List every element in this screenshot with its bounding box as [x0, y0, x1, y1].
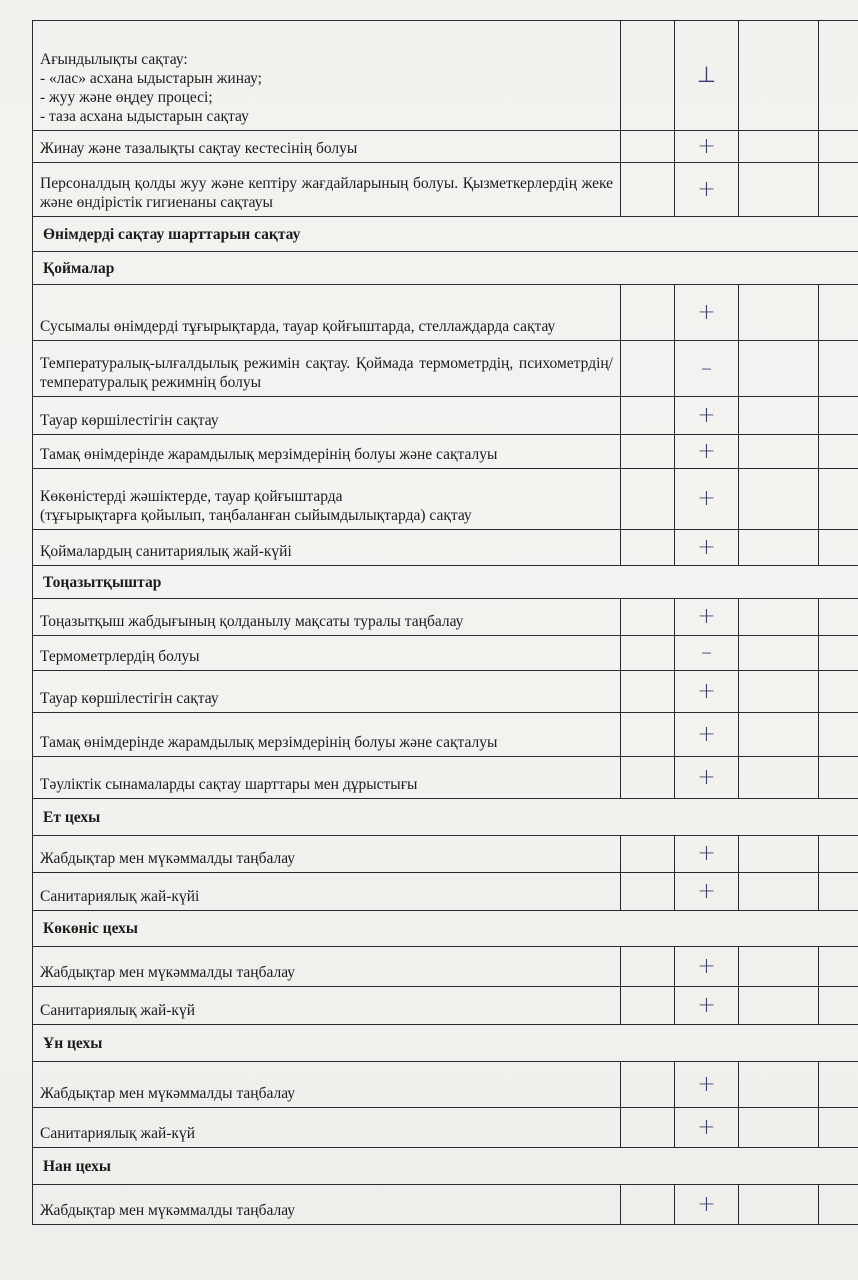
handwritten-mark: +	[697, 721, 716, 747]
answer-cell-mark	[675, 1062, 739, 1107]
answer-cell-note	[739, 873, 819, 910]
handwritten-mark: +	[697, 1191, 716, 1217]
checklist-row	[33, 341, 858, 397]
handwritten-mark: +	[697, 438, 716, 464]
answer-cell-yes	[621, 836, 675, 872]
checklist-row	[33, 599, 858, 636]
answer-cell-mark	[675, 435, 739, 468]
criterion-text	[33, 599, 621, 635]
answer-cell-note	[739, 1062, 819, 1107]
answer-cell-yes	[621, 636, 675, 670]
criterion-text	[33, 435, 621, 468]
criterion-text	[33, 1062, 621, 1107]
criterion-text	[33, 713, 621, 756]
handwritten-mark: +	[697, 534, 716, 560]
answer-cell-extra	[819, 1108, 858, 1147]
answer-cell-mark	[675, 599, 739, 635]
handwritten-mark: –	[701, 355, 712, 381]
answer-cell-yes	[621, 397, 675, 434]
handwritten-mark: +	[697, 764, 716, 790]
answer-cell-note	[739, 599, 819, 635]
criterion-text	[33, 285, 621, 340]
handwritten-mark: +	[697, 878, 716, 904]
handwritten-mark: +	[697, 486, 716, 511]
answer-cell-note	[739, 341, 819, 396]
section-header-row	[33, 566, 858, 599]
criterion-text	[33, 873, 621, 910]
checklist-table	[32, 20, 858, 1225]
section-title: Нан цехы	[33, 1148, 858, 1184]
criterion-line: - «лас» асхана ыдыстарын жинау;	[40, 70, 262, 87]
answer-cell-note	[739, 1185, 819, 1224]
section-header-row	[33, 217, 858, 252]
criterion-label: Жабдықтар мен мүкәммалды таңбалау	[40, 1202, 296, 1219]
answer-cell-mark	[675, 469, 739, 529]
criterion-text	[33, 671, 621, 712]
criterion-label: Тамақ өнімдерінде жарамдылық мерзімдерінің болуы және сақталуы	[40, 446, 498, 463]
criterion-label: Жабдықтар мен мүкәммалды таңбалау	[40, 850, 296, 867]
answer-cell-extra	[819, 341, 858, 396]
answer-cell-extra	[819, 163, 858, 216]
criterion-text	[33, 341, 621, 396]
checklist-row	[33, 1108, 858, 1148]
answer-cell-extra	[819, 469, 858, 529]
checklist-row	[33, 836, 858, 873]
section-title: Көкөніс цехы	[33, 911, 858, 946]
answer-cell-mark	[675, 947, 739, 986]
answer-cell-mark	[675, 1185, 739, 1224]
handwritten-mark: +	[697, 953, 716, 979]
answer-cell-note	[739, 836, 819, 872]
answer-cell-mark	[675, 636, 739, 670]
answer-cell-extra	[819, 757, 858, 798]
section-title: Тоңазытқыштар	[33, 566, 858, 598]
criterion-label: Тауар көршілестігін сақтау	[40, 690, 219, 707]
handwritten-mark: +	[697, 402, 716, 428]
answer-cell-yes	[621, 285, 675, 340]
section-header-row	[33, 911, 858, 947]
handwritten-mark: +	[697, 176, 716, 202]
answer-cell-extra	[819, 836, 858, 872]
criterion-label: Тауар көршілестігін сақтау	[40, 412, 219, 429]
answer-cell-note	[739, 947, 819, 986]
section-title: Өнімдерді сақтау шарттарын сақтау	[33, 217, 858, 251]
criterion-label: Санитариялық жай-күйі	[40, 888, 200, 905]
criterion-label: Тоңазытқыш жабдығының қолданылу мақсаты туралы таңбалау	[40, 613, 464, 630]
checklist-row	[33, 757, 858, 799]
answer-cell-extra	[819, 1062, 858, 1107]
answer-cell-yes	[621, 671, 675, 712]
answer-cell-extra	[819, 435, 858, 468]
handwritten-mark: +	[697, 1071, 716, 1097]
checklist-row	[33, 397, 858, 435]
criterion-label: Жабдықтар мен мүкәммалды таңбалау	[40, 964, 296, 981]
answer-cell-extra	[819, 636, 858, 670]
criterion-text	[33, 469, 621, 529]
section-title: Ұн цехы	[33, 1025, 858, 1061]
handwritten-mark: ⊥	[696, 62, 717, 88]
answer-cell-mark	[675, 530, 739, 565]
criterion-label: Жабдықтар мен мүкәммалды таңбалау	[40, 1085, 296, 1102]
answer-cell-note	[739, 21, 819, 130]
answer-cell-yes	[621, 1108, 675, 1147]
criterion-text	[33, 21, 621, 130]
answer-cell-yes	[621, 713, 675, 756]
answer-cell-extra	[819, 397, 858, 434]
handwritten-mark: +	[697, 1114, 716, 1140]
answer-cell-extra	[819, 530, 858, 565]
answer-cell-mark	[675, 757, 739, 798]
checklist-row	[33, 131, 858, 163]
answer-cell-note	[739, 469, 819, 529]
checklist-row	[33, 163, 858, 217]
criterion-text	[33, 397, 621, 434]
answer-cell-note	[739, 131, 819, 162]
checklist-row	[33, 636, 858, 671]
criterion-line: - таза асхана ыдыстарын сақтау	[40, 108, 249, 125]
criterion-label: Санитариялық жай-күй	[40, 1125, 195, 1142]
criterion-text	[33, 1108, 621, 1147]
checklist-row	[33, 713, 858, 757]
criterion-label: Термометрлердің болуы	[40, 648, 200, 665]
criterion-label: Тамақ өнімдерінде жарамдылық мерзімдерінің болуы және сақталуы	[40, 734, 498, 751]
answer-cell-yes	[621, 163, 675, 216]
answer-cell-yes	[621, 987, 675, 1024]
answer-cell-note	[739, 1108, 819, 1147]
criterion-text	[33, 131, 621, 162]
criterion-text	[33, 163, 621, 216]
criterion-text	[33, 987, 621, 1024]
checklist-row	[33, 21, 858, 131]
criterion-text	[33, 530, 621, 565]
criterion-text	[33, 636, 621, 670]
answer-cell-mark	[675, 397, 739, 434]
checklist-row	[33, 987, 858, 1025]
answer-cell-extra	[819, 599, 858, 635]
answer-cell-note	[739, 397, 819, 434]
answer-cell-note	[739, 163, 819, 216]
criterion-text	[33, 1185, 621, 1224]
answer-cell-yes	[621, 757, 675, 798]
answer-cell-yes	[621, 1062, 675, 1107]
answer-cell-extra	[819, 987, 858, 1024]
answer-cell-mark	[675, 987, 739, 1024]
answer-cell-note	[739, 987, 819, 1024]
answer-cell-yes	[621, 435, 675, 468]
answer-cell-extra	[819, 713, 858, 756]
handwritten-mark: +	[697, 841, 716, 866]
answer-cell-extra	[819, 131, 858, 162]
answer-cell-mark	[675, 836, 739, 872]
checklist-row	[33, 1062, 858, 1108]
criterion-label: Қоймалардың санитариялық жай-күйі	[40, 543, 292, 560]
section-header-row	[33, 799, 858, 836]
criterion-text	[33, 757, 621, 798]
checklist-row	[33, 1185, 858, 1225]
answer-cell-yes	[621, 873, 675, 910]
answer-cell-mark	[675, 873, 739, 910]
handwritten-mark: +	[697, 299, 716, 325]
answer-cell-extra	[819, 285, 858, 340]
answer-cell-note	[739, 285, 819, 340]
criterion-label: Санитариялық жай-күй	[40, 1002, 195, 1019]
criterion-label: Жинау және тазалықты сақтау кестесінің болуы	[40, 140, 358, 157]
criterion-label: Тәуліктік сынамаларды сақтау шарттары мен дұрыстығы	[40, 776, 418, 793]
criterion-line: - жуу және өңдеу процесі;	[40, 89, 213, 106]
answer-cell-mark	[675, 21, 739, 130]
criterion-text	[33, 947, 621, 986]
handwritten-mark: +	[697, 604, 716, 629]
answer-cell-note	[739, 530, 819, 565]
section-title: Қоймалар	[33, 252, 858, 284]
checklist-row	[33, 435, 858, 469]
answer-cell-yes	[621, 1185, 675, 1224]
section-header-row	[33, 1148, 858, 1185]
checklist-row	[33, 285, 858, 341]
criterion-line: Ағындылықты сақтау:	[40, 51, 188, 68]
section-header-row	[33, 252, 858, 285]
handwritten-mark: +	[697, 992, 716, 1018]
answer-cell-note	[739, 713, 819, 756]
answer-cell-mark	[675, 671, 739, 712]
checklist-row	[33, 873, 858, 911]
answer-cell-yes	[621, 530, 675, 565]
criterion-line: (тұғырықтарға қойылып, таңбаланған сыйымдылықтарда) сақтау	[40, 507, 472, 524]
answer-cell-note	[739, 671, 819, 712]
answer-cell-yes	[621, 341, 675, 396]
criterion-label: Персоналдың қолды жуу және кептіру жағдайларының болуы. Қызметкерлердің жеке және өндірістік гигиенаны сақтауы	[40, 175, 613, 211]
answer-cell-mark	[675, 131, 739, 162]
answer-cell-mark	[675, 285, 739, 340]
answer-cell-extra	[819, 1185, 858, 1224]
answer-cell-extra	[819, 21, 858, 130]
answer-cell-yes	[621, 21, 675, 130]
checklist-row	[33, 947, 858, 987]
answer-cell-mark	[675, 713, 739, 756]
answer-cell-yes	[621, 131, 675, 162]
answer-cell-note	[739, 757, 819, 798]
answer-cell-yes	[621, 599, 675, 635]
handwritten-mark: +	[697, 678, 716, 704]
answer-cell-mark	[675, 341, 739, 396]
answer-cell-mark	[675, 1108, 739, 1147]
answer-cell-extra	[819, 873, 858, 910]
handwritten-mark: –	[701, 640, 712, 665]
criterion-label: Температуралық-ылғалдылық режимін сақтау. Қоймада термометрдің, психометрдің/температуралық режимнің болуы	[40, 355, 613, 391]
checklist-row	[33, 671, 858, 713]
criterion-line: Көкөністерді жәшіктерде, тауар қойғыштарда	[40, 488, 343, 505]
answer-cell-note	[739, 636, 819, 670]
section-header-row	[33, 1025, 858, 1062]
answer-cell-note	[739, 435, 819, 468]
answer-cell-yes	[621, 947, 675, 986]
answer-cell-mark	[675, 163, 739, 216]
criterion-text	[33, 836, 621, 872]
handwritten-mark: +	[697, 133, 716, 159]
checklist-row	[33, 469, 858, 530]
checklist-row	[33, 530, 858, 566]
answer-cell-extra	[819, 947, 858, 986]
section-title: Ет цехы	[33, 799, 858, 835]
answer-cell-yes	[621, 469, 675, 529]
answer-cell-extra	[819, 671, 858, 712]
criterion-label: Сусымалы өнімдерді тұғырықтарда, тауар қойғыштарда, стеллаждарда сақтау	[40, 318, 556, 335]
